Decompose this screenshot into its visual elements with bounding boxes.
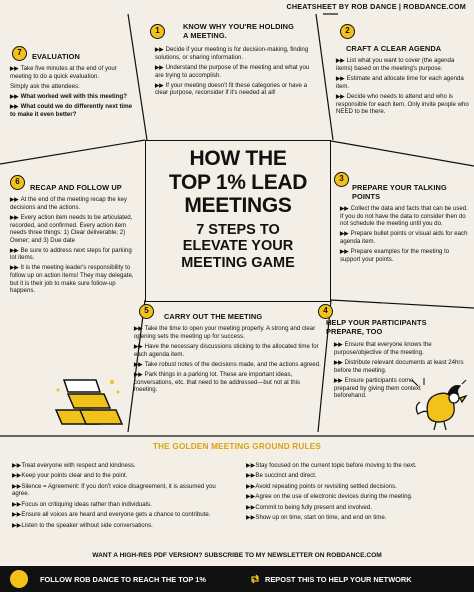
footer-bar xyxy=(0,566,474,592)
list-item: ▶▶Silence = Agreement: If you don't voice disagreement, it is assumed you agree. xyxy=(12,482,216,498)
list-item: ▶▶Agree on the use of electronic devices during the meeting. xyxy=(246,493,413,501)
arrow-icon: ▶▶ xyxy=(155,82,164,89)
step-number-2: 2 xyxy=(340,24,355,39)
list-item: ▶▶Keep your points clear and to the point. xyxy=(12,472,128,480)
arrow-icon: ▶▶ xyxy=(246,493,256,501)
arrow-icon: ▶▶ xyxy=(12,472,22,480)
arrow-icon: ▶▶ xyxy=(246,514,256,522)
list-item: ▶▶Stay focused on the current topic before moving to the next. xyxy=(246,462,417,469)
list-item: ▶▶ Take five minutes at the end of your meeting to do a quick evaluation. xyxy=(10,65,117,80)
arrow-icon: ▶▶ xyxy=(246,462,256,469)
step-3-section xyxy=(340,183,470,266)
avatar[interactable] xyxy=(10,570,28,588)
arrow-icon: ▶▶ xyxy=(10,214,19,221)
arrow-icon: ▶▶ xyxy=(12,482,22,490)
list-item: ▶▶ Estimate and allocate time for each agenda item. xyxy=(336,74,464,90)
arrow-icon: ▶▶ xyxy=(246,472,256,480)
step-6-title: RECAP AND FOLLOW UP xyxy=(30,183,122,192)
arrow-icon: ▶▶ xyxy=(134,326,143,333)
list-item: ▶▶ Take robust notes of the decisions made, and the actions agreed. xyxy=(134,360,321,368)
list-item: ▶▶Avoid repeating points or revisiting settled decisions. xyxy=(246,482,397,490)
arrow-icon: ▶▶ xyxy=(246,482,256,490)
list-item: ▶▶ What could we do differently next time to make it even better? xyxy=(10,103,132,119)
arrow-icon: ▶▶ xyxy=(340,206,349,213)
arrow-icon: ▶▶ xyxy=(134,372,143,379)
list-item: ▶▶ What worked well with this meeting? xyxy=(10,92,127,100)
list-item: ▶▶ Park things in a parking lot. These are important ideas, conversations, etc. that need to be addressed—but not at this meeting. xyxy=(134,371,300,394)
ground-rules-right xyxy=(246,462,466,525)
repost-link[interactable]: REPOST THIS TO HELP YOUR NETWORK xyxy=(265,575,412,584)
list-item: ▶▶Be succinct and direct. xyxy=(246,472,317,480)
arrow-icon: ▶▶ xyxy=(155,47,164,53)
list-item: ▶▶Focus on critiquing ideas rather than individuals. xyxy=(12,500,152,508)
arrow-icon: ▶▶ xyxy=(10,265,19,272)
arrow-icon: ▶▶ xyxy=(12,500,22,508)
list-item: ▶▶ Take the time to open your meeting properly. A strong and clear opening sets the meeting up for success. xyxy=(134,325,316,340)
step-7-ask: Simply ask the attendees: xyxy=(10,82,80,90)
list-item: ▶▶ Have the necessary discussions sticking to the allocated time for each agenda item. xyxy=(134,342,319,358)
step-number-1: 1 xyxy=(150,24,165,39)
step-4-title: HELP YOUR PARTICIPANTS PREPARE, TOO xyxy=(326,318,427,337)
list-item: ▶▶ Ensure that everyone knows the purpose/objective of the meeting. xyxy=(334,341,432,356)
arrow-icon: ▶▶ xyxy=(155,64,164,71)
arrow-icon: ▶▶ xyxy=(12,511,22,519)
list-item: ▶▶Treat everyone with respect and kindness. xyxy=(12,462,136,469)
arrow-icon: ▶▶ xyxy=(134,343,143,350)
step-3-title: PREPARE YOUR TALKING POINTS xyxy=(352,183,447,202)
arrow-icon: ▶▶ xyxy=(12,521,22,529)
step-7-title: EVALUATION xyxy=(32,52,80,61)
title-line-3: MEETINGS xyxy=(184,194,292,218)
list-item: ▶▶ Collect the data and facts that can be used. If you do not have the data to consider then do not schedule the meeting until you do. xyxy=(340,205,468,228)
step-2-section xyxy=(336,44,470,118)
list-item: ▶▶ Be sure to address next steps for parking lot items. xyxy=(10,246,132,262)
list-item: ▶▶Ensure all voices are heard and everyone gets a chance to contribute. xyxy=(12,511,211,519)
step-6-section xyxy=(10,183,138,297)
arrow-icon: ▶▶ xyxy=(334,377,343,384)
step-1-section xyxy=(165,22,315,44)
follow-link[interactable]: FOLLOW ROB DANCE TO REACH THE TOP 1% xyxy=(40,575,206,584)
main-title-box xyxy=(145,140,331,302)
step-5-title: CARRY OUT THE MEETING xyxy=(164,312,263,321)
list-item: ▶▶ Decide if your meeting is for decision-making, finding solutions, or sharing information. xyxy=(155,46,309,61)
step-2-title: CRAFT A CLEAR AGENDA xyxy=(346,44,442,53)
step-7-section xyxy=(10,52,138,121)
list-item: ▶▶ List what you want to cover (the agenda items) based on the meeting's purpose. xyxy=(336,57,455,72)
list-item: ▶▶ Ensure participants come prepared by giving them context beforehand. xyxy=(334,376,421,399)
ground-rules-left xyxy=(12,462,232,532)
step-1-title: KNOW WHY YOU'RE HOLDING A MEETING. xyxy=(183,22,294,41)
arrow-icon: ▶▶ xyxy=(12,462,22,469)
list-item: ▶▶Show up on time, start on time, and end on time. xyxy=(246,514,387,522)
arrow-icon: ▶▶ xyxy=(336,58,345,65)
arrow-icon: ▶▶ xyxy=(340,249,349,256)
arrow-icon: ▶▶ xyxy=(10,104,19,111)
step-1-list xyxy=(155,46,315,99)
arrow-icon: ▶▶ xyxy=(336,75,345,82)
ground-rules-title: THE GOLDEN MEETING GROUND RULES xyxy=(152,442,322,451)
gold-bars-icon xyxy=(52,372,128,428)
arrow-icon: ▶▶ xyxy=(340,231,349,238)
list-item: ▶▶ Every action item needs to be articulated, recorded, and confirmed. Every action item needs three things: 1) Clear deliverable; 2) Owner; and 3) Due date xyxy=(10,213,133,244)
credit-text: CHEATSHEET BY ROB DANCE | ROBDANCE.COM xyxy=(286,2,466,11)
list-item: ▶▶ If your meeting doesn't fit these categories or have a clear purpose, reconsider if it's needed at all! xyxy=(155,81,308,97)
step-number-7: 7 xyxy=(12,46,27,61)
arrow-icon: ▶▶ xyxy=(10,93,19,100)
arrow-icon: ▶▶ xyxy=(10,247,19,254)
arrow-icon: ▶▶ xyxy=(334,342,343,349)
arrow-icon: ▶▶ xyxy=(336,93,345,100)
arrow-icon: ▶▶ xyxy=(10,66,19,73)
step-5-section xyxy=(134,312,324,396)
list-item: ▶▶ At the end of the meeting recap the key decisions and the actions. xyxy=(10,196,127,211)
list-item: ▶▶ Prepare bullet points or visual aids for each agenda item. xyxy=(340,230,468,246)
arrow-icon: ▶▶ xyxy=(10,197,19,204)
step-number-3: 3 xyxy=(334,172,349,187)
arrow-icon: ▶▶ xyxy=(246,503,256,511)
repost-icon[interactable] xyxy=(250,574,260,584)
arrow-icon: ▶▶ xyxy=(134,361,143,368)
newsletter-promo: WANT A HIGH-RES PDF VERSION? SUBSCRIBE TO MY NEWSLETTER ON ROBDANCE.COM xyxy=(92,552,382,559)
step-number-4: 4 xyxy=(318,304,333,319)
title-line-2: TOP 1% LEAD xyxy=(168,171,308,194)
list-item: ▶▶ Distribute relevant documents at least 24hrs before the meeting. xyxy=(334,358,464,374)
list-item: ▶▶Listen to the speaker without side conversations. xyxy=(12,521,153,529)
step-number-6: 6 xyxy=(10,175,25,190)
list-item: ▶▶ Understand the purpose of the meeting and what you are trying to accomplish. xyxy=(155,63,310,79)
list-item: ▶▶ Prepare examples for the meeting to support your points. xyxy=(340,248,450,263)
arrow-icon: ▶▶ xyxy=(334,359,343,366)
subtitle: 7 STEPS TO ELEVATE YOUR MEETING GAME xyxy=(181,222,295,271)
rooster-alarm-icon xyxy=(410,376,470,434)
list-item: ▶▶ Decide who needs to attend and who is responsible for each item. Only invite people who NEED to be there. xyxy=(336,92,469,115)
step-number-5: 5 xyxy=(139,304,154,319)
list-item: ▶▶Commit to being fully present and involved. xyxy=(246,503,372,511)
list-item: ▶▶ It is the meeting leader's responsibility to follow up on action items! They may delegate, but it is their job to make sure follow-up happens. xyxy=(10,264,134,295)
title-line-1: HOW THE xyxy=(189,147,287,170)
